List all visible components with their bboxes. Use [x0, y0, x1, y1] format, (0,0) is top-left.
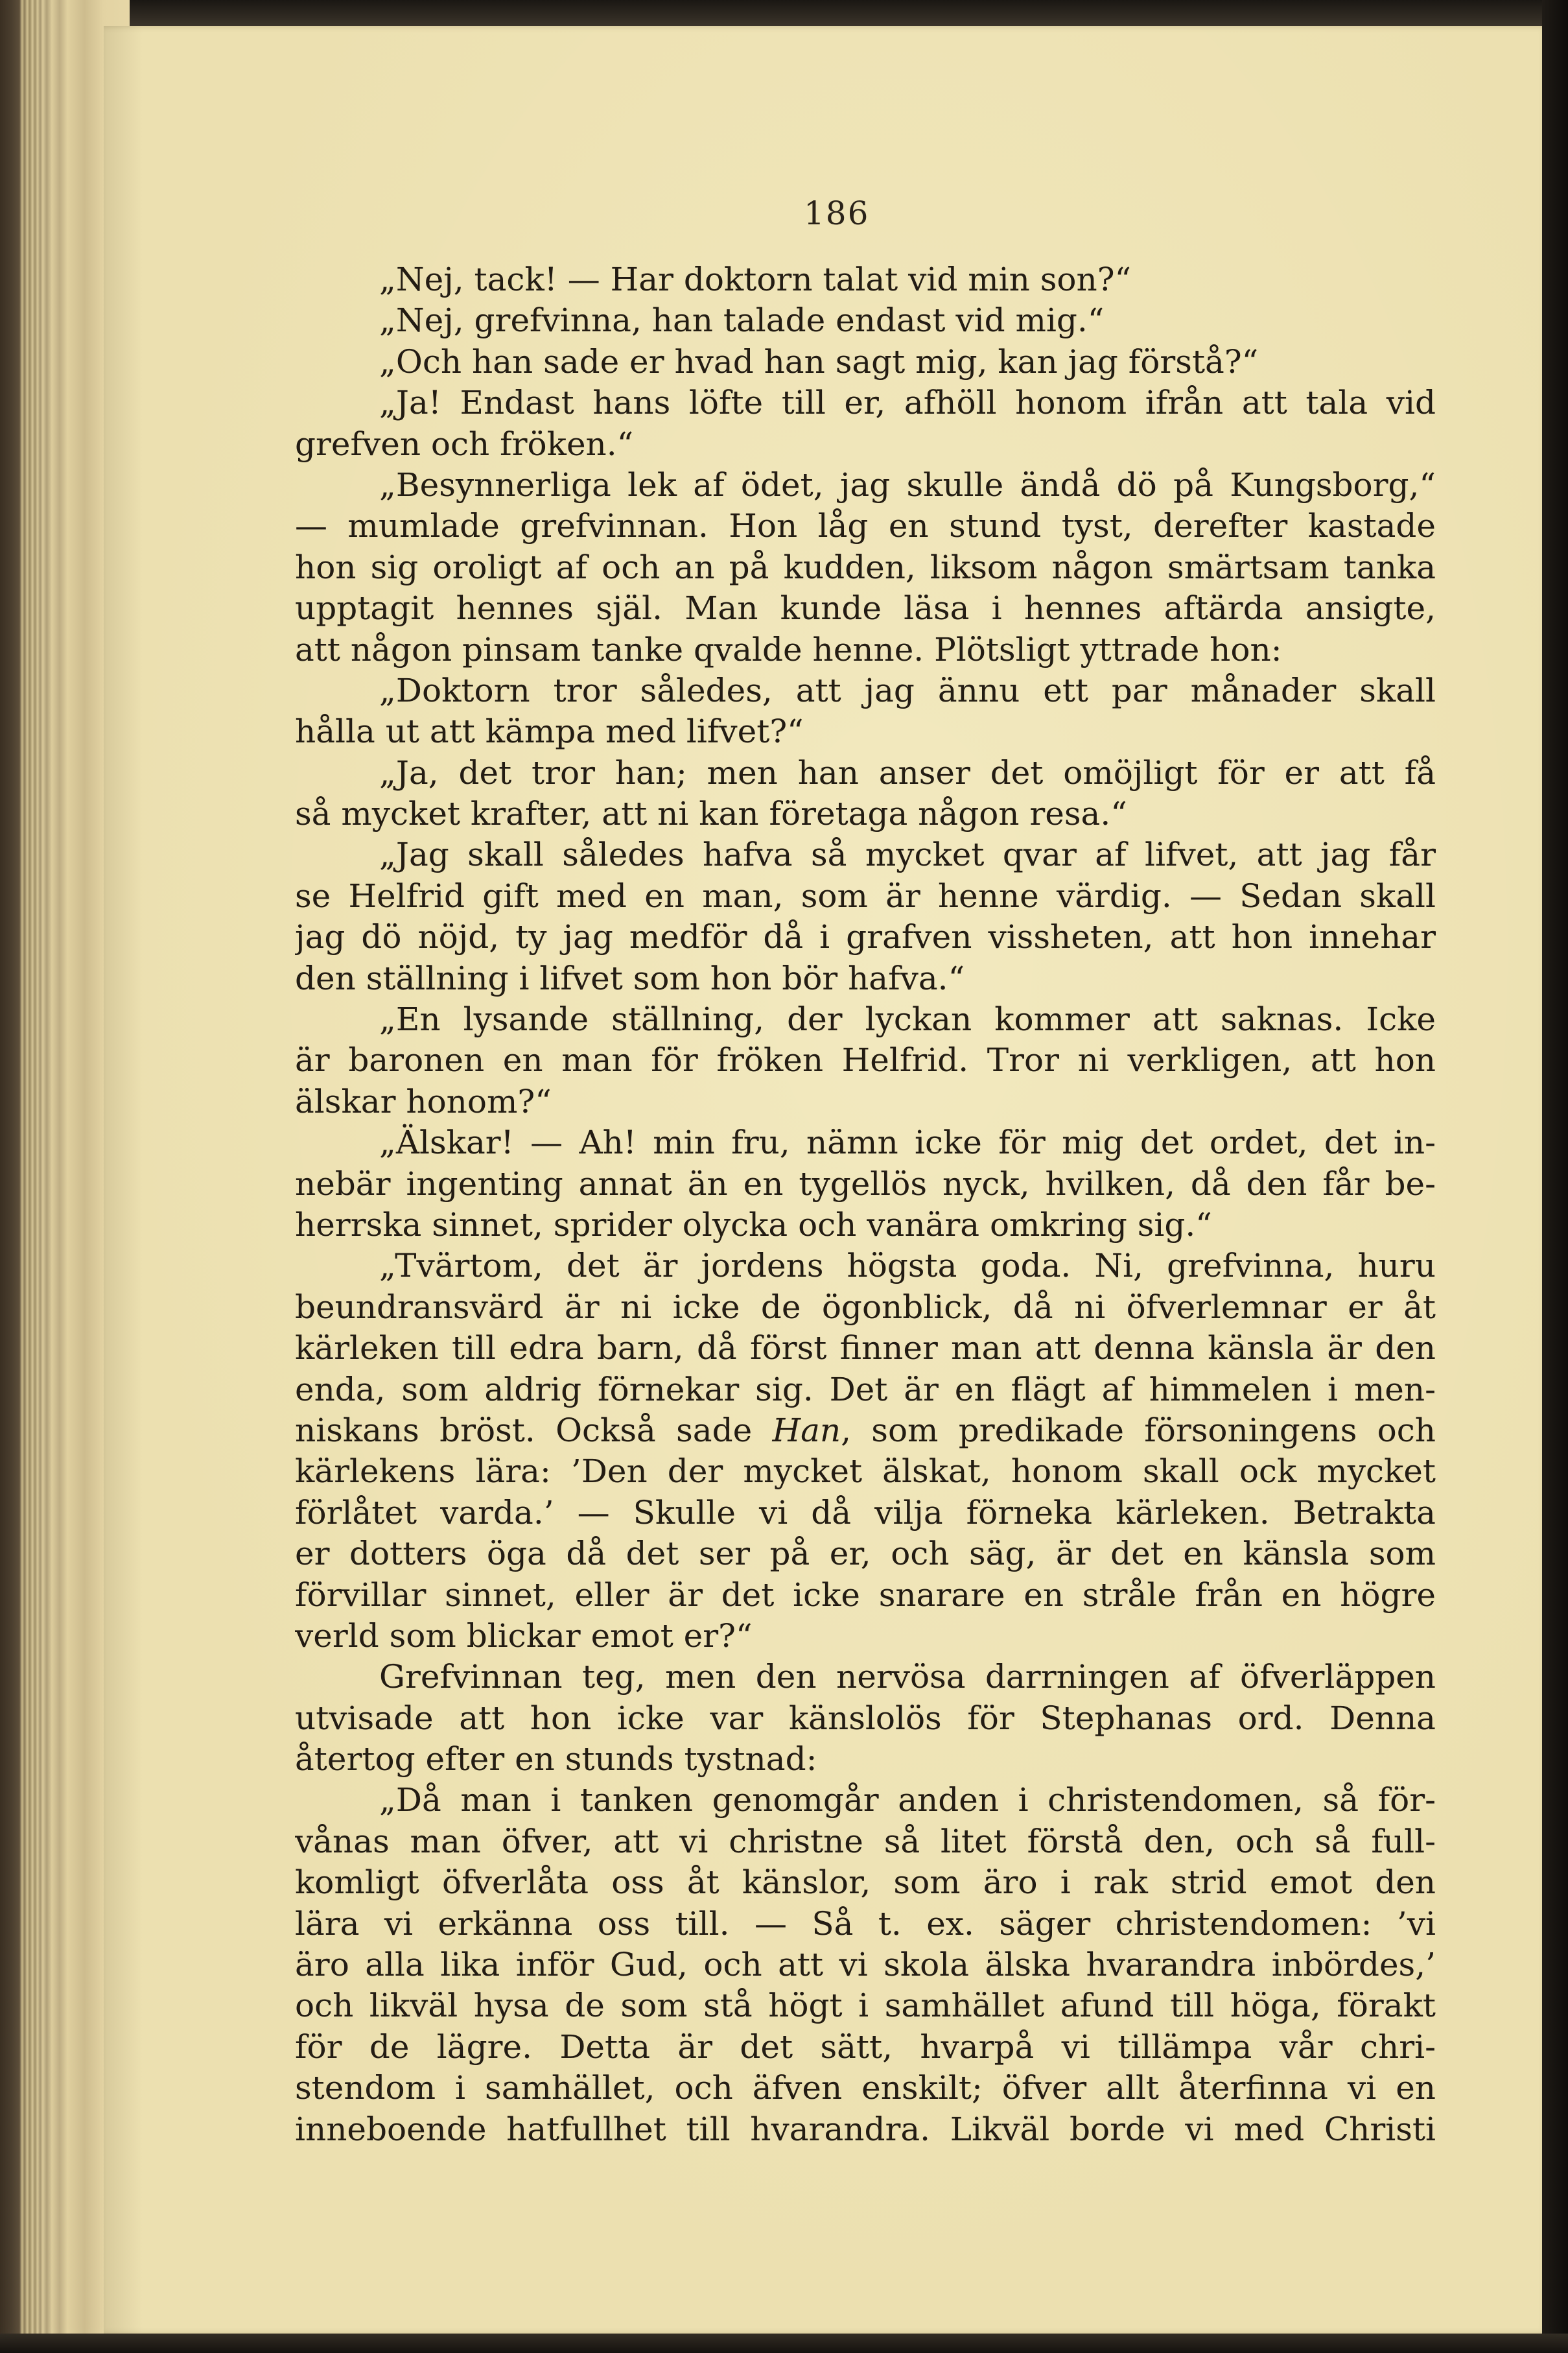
text-line: hon sig oroligt af och an på kudden, liksom någon smärtsam tanka [295, 548, 1436, 586]
text-line: — mumlade grefvinnan. Hon låg en stund tyst, derefter kastade [295, 507, 1436, 545]
text-line: se Helfrid gift med en man, som är henne värdig. — Sedan skall [295, 877, 1436, 915]
text-line: komligt öfverlåta oss åt känslor, som äro i rak strid emot den [295, 1863, 1436, 1902]
text-line: lära vi erkänna oss till. — Så t. ex. säger christendomen: ’vi [295, 1904, 1436, 1943]
text-line: och likväl hysa de som stå högt i samhället afund till höga, förakt [295, 1987, 1436, 2025]
text-line: upptagit hennes själ. Man kunde läsa i hennes aftärda ansigte, [295, 589, 1436, 628]
text-line: „Ja, det tror han; men han anser det omöjligt för er att få [379, 753, 1436, 792]
text-line: förlåtet varda.’ — Skulle vi då vilja förneka kärleken. Betrakta [295, 1493, 1436, 1531]
text-line: er dotters öga då det ser på er, och säg, är det en känsla som [295, 1535, 1436, 1573]
text-line: älskar honom?“ [295, 1082, 552, 1120]
text-line: verld som blickar emot er?“ [295, 1616, 753, 1655]
text-line: beundransvärd är ni icke de ögonblick, då ni öfverlemnar er åt [295, 1288, 1436, 1326]
text-line: förvillar sinnet, eller är det icke snarare en stråle från en högre [295, 1576, 1436, 1614]
text-line: inneboende hatfullhet till hvarandra. Likväl borde vi med Christi [295, 2110, 1436, 2148]
text-line: „Jag skall således hafva så mycket qvar af lifvet, att jag får [379, 836, 1436, 874]
text-line: „Tvärtom, det är jordens högsta goda. Ni, grefvinna, huru [379, 1247, 1436, 1285]
text-line-part: niskans bröst. Också sade [295, 1411, 773, 1449]
emphasized-word: Han [772, 1411, 841, 1449]
text-line: „Doktorn tror således, att jag ännu ett par månader skall [379, 671, 1436, 709]
text-line: återtog efter en stunds tystnad: [295, 1740, 817, 1779]
body-text [295, 259, 1436, 2150]
text-line: grefven och fröken.“ [295, 425, 634, 463]
text-line: den ställning i lifvet som hon bör hafva.“ [295, 959, 965, 997]
text-line: utvisade att hon icke var känslolös för Stephanas ord. Denna [295, 1699, 1436, 1737]
text-line: kärleken till edra barn, då först finner man att denna känsla är den [295, 1329, 1436, 1367]
text-line: så mycket krafter, att ni kan företaga någon resa.“ [295, 795, 1127, 833]
text-line: jag dö nöjd, ty jag medför då i grafven vissheten, att hon innehar [295, 918, 1436, 956]
text-line: „En lysande ställning, der lyckan kommer att saknas. Icke [379, 1000, 1436, 1039]
text-line: „Ja! Endast hans löfte till er, afhöll honom ifrån att tala vid [379, 384, 1436, 422]
text-line: för de lägre. Detta är det sätt, hvarpå vi tillämpa vår chri- [295, 2028, 1436, 2066]
text-line: äro alla lika inför Gud, och att vi skola älska hvarandra inbördes,’ [295, 1946, 1436, 1984]
text-line: „Då man i tanken genomgår anden i christendomen, så för- [379, 1781, 1436, 1819]
text-line: kärlekens lära: ’Den der mycket älskat, honom skall ock mycket [295, 1452, 1436, 1491]
text-line: herrska sinnet, sprider olycka och vanära omkring sig.“ [295, 1205, 1212, 1244]
text-line: vånas man öfver, att vi christne så litet förstå den, och så full- [295, 1822, 1436, 1860]
page-number: 186 [804, 195, 870, 232]
scan-top-border [0, 0, 1568, 26]
text-line: „Nej, tack! — Har doktorn talat vid min son?“ [379, 261, 1132, 298]
text-line: „Älskar! — Ah! min fru, nämn icke för mig det ordet, det in- [379, 1124, 1436, 1162]
text-line: att någon pinsam tanke qvalde henne. Plötsligt yttrade hon: [295, 630, 1282, 668]
text-line: Grefvinnan teg, men den nervösa darrningen af öfverläppen [379, 1658, 1436, 1696]
text-line: „Besynnerliga lek af ödet, jag skulle ändå dö på Kungsborg,“ [379, 466, 1436, 504]
text-line: nebär ingenting annat än en tygellös nyck, hvilken, då den får be- [295, 1165, 1436, 1203]
text-line: är baronen en man för fröken Helfrid. Tror ni verkligen, att hon [295, 1041, 1436, 1080]
text-line: „Nej, grefvinna, han talade endast vid mig.“ [379, 302, 1105, 340]
text-line [295, 1410, 1436, 1451]
text-line: „Och han sade er hvad han sagt mig, kan jag förstå?“ [379, 342, 1259, 381]
text-line: enda, som aldrig förnekar sig. Det är en flägt af himmelen i men- [295, 1370, 1436, 1408]
text-line: hålla ut att kämpa med lifvet?“ [295, 713, 804, 751]
text-line-part: , som predikade försoningens och [841, 1411, 1436, 1449]
text-line: stendom i samhället, och äfven enskilt; öfver allt återfinna vi en [295, 2069, 1436, 2107]
scan-right-border [1542, 0, 1568, 2353]
scan-bottom-border [0, 2334, 1568, 2353]
